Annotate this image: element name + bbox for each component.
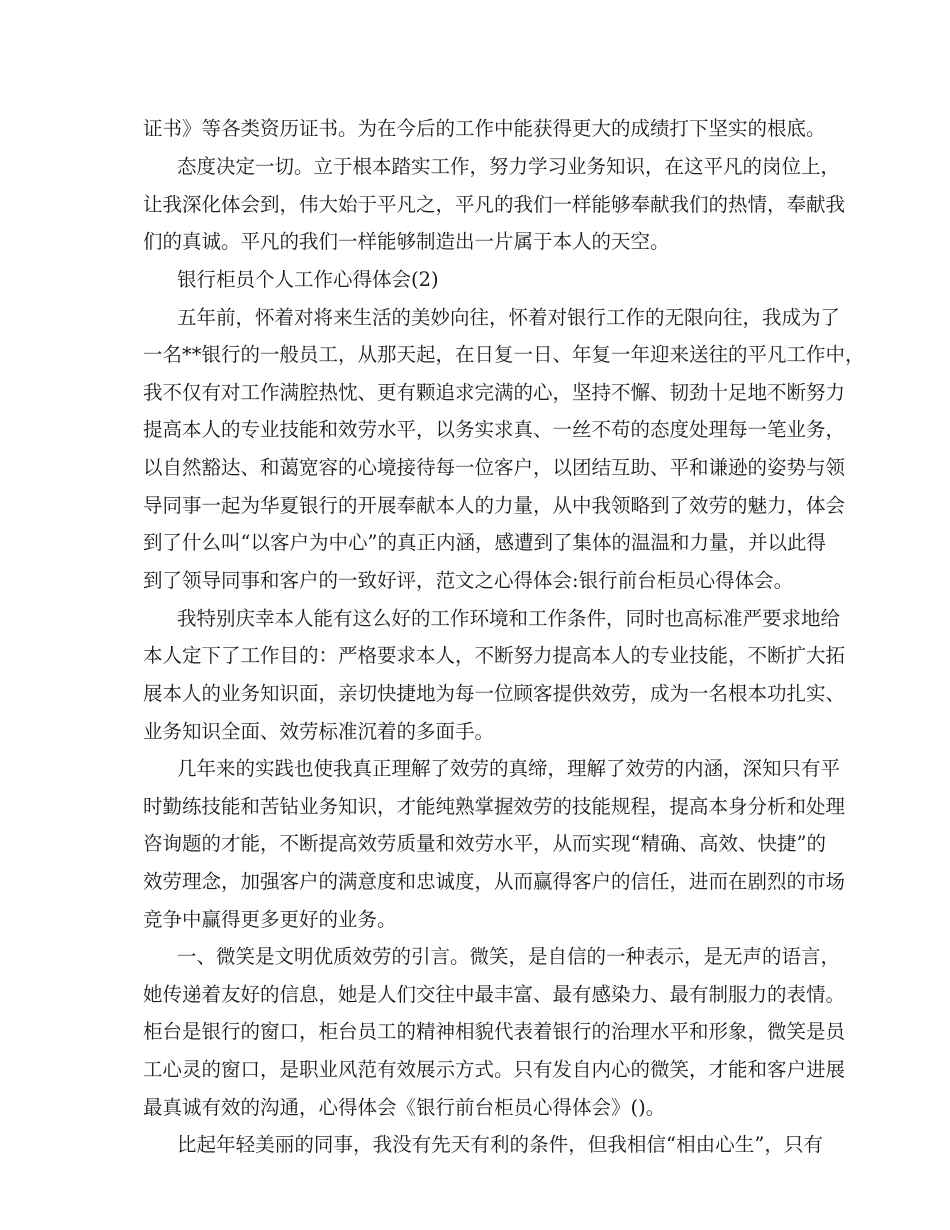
paragraph-first-line: 我特别庆幸本人能有这么好的工作环境和工作条件，同时也高标准严要求地给 xyxy=(177,607,841,630)
body-text-line: 最真诚有效的沟通，心得体会《银行前台柜员心得体会》()。 xyxy=(143,1096,666,1119)
body-text-line: 业务知识全面、效劳标准沉着的多面手。 xyxy=(143,720,495,743)
paragraph-first-line: 一、微笑是文明优质效劳的引言。微笑，是自信的一种表示，是无声的语言， xyxy=(177,945,841,968)
body-text-line: 到了领导同事和客户的一致好评，范文之心得体会:银行前台柜员心得体会。 xyxy=(143,569,794,592)
body-text-line: 一名**银行的一般员工，从那天起，在日复一日、年复一年迎来送往的平凡工作中， xyxy=(143,343,865,366)
body-text-line: 柜台是银行的窗口，柜台员工的精神相貌代表着银行的治理水平和形象，微笑是员 xyxy=(143,1020,846,1043)
body-text-line: 以自然豁达、和蔼宽容的心境接待每一位客户，以团结互助、平和谦逊的姿势与领 xyxy=(143,456,846,479)
body-text-line: 导同事一起为华夏银行的开展奉献本人的力量，从中我领略到了效劳的魅力，体会 xyxy=(143,494,846,517)
body-text-line: 工心灵的窗口，是职业风范有效展示方式。只有发自内心的微笑，才能和客户进展 xyxy=(143,1058,846,1081)
body-text-line: 她传递着友好的信息，她是人们交往中最丰富、最有感染力、最有制服力的表情。 xyxy=(143,983,846,1006)
body-text-line: 本人定下了工作目的：严格要求本人，不断努力提高本人的专业技能，不断扩大拓 xyxy=(143,644,846,667)
body-text-line: 时勤练技能和苦钻业务知识，才能纯熟掌握效劳的技能规程，提高本身分析和处理 xyxy=(143,795,846,818)
paragraph-first-line: 比起年轻美丽的同事，我没有先天有利的条件，但我相信“相由心生”，只有 xyxy=(177,1133,823,1156)
body-text-line: 竞争中赢得更多更好的业务。 xyxy=(143,908,397,931)
body-text-line: 展本人的业务知识面，亲切快捷地为每一位顾客提供效劳，成为一名根本功扎实、 xyxy=(143,682,846,705)
body-text-line: 效劳理念，加强客户的满意度和忠诚度，从而赢得客户的信任，进而在剧烈的市场 xyxy=(143,870,846,893)
body-text-line: 我不仅有对工作满腔热忱、更有颗追求完满的心，坚持不懈、韧劲十足地不断努力 xyxy=(143,381,846,404)
paragraph-first-line: 态度决定一切。立于根本踏实工作，努力学习业务知识，在这平凡的岗位上， xyxy=(177,155,841,178)
section-heading: 银行柜员个人工作心得体会(2) xyxy=(177,268,439,291)
body-text-line: 到了什么叫“以客户为中心”的真正内涵，感遭到了集体的温温和力量，并以此得 xyxy=(143,531,826,554)
paragraph-first-line: 几年来的实践也使我真正理解了效劳的真缔，理解了效劳的内涵，深知只有平 xyxy=(177,757,841,780)
body-text-line: 咨询题的才能，不断提高效劳质量和效劳水平，从而实现“精确、高效、快捷”的 xyxy=(143,832,826,855)
body-text-line: 提高本人的专业技能和效劳水平，以务实求真、一丝不苟的态度处理每一笔业务， xyxy=(143,418,846,441)
body-text-line: 证书》等各类资历证书。为在今后的工作中能获得更大的成绩打下坚实的根底。 xyxy=(143,117,826,140)
paragraph-first-line: 五年前，怀着对将来生活的美妙向往，怀着对银行工作的无限向往，我成为了 xyxy=(177,306,841,329)
body-text-line: 们的真诚。平凡的我们一样能够制造出一片属于本人的天空。 xyxy=(143,230,670,253)
body-text-line: 让我深化体会到，伟大始于平凡之，平凡的我们一样能够奉献我们的热情，奉献我 xyxy=(143,193,846,216)
